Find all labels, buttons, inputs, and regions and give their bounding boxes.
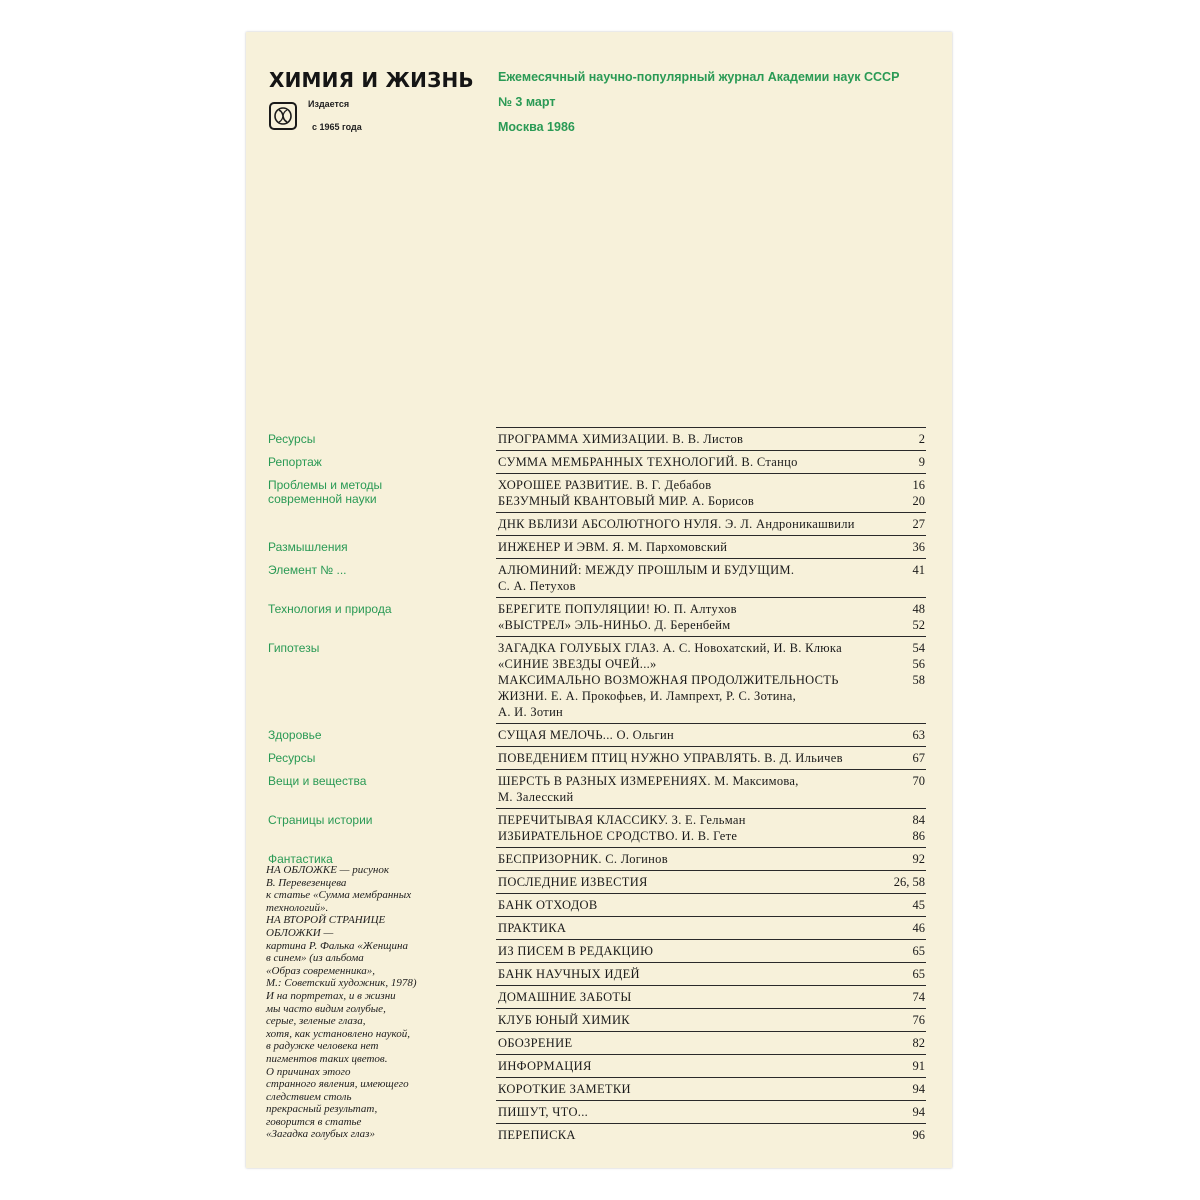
toc-entry [498,789,952,805]
toc-entry-title: ПРОГРАММА ХИМИЗАЦИИ. В. В. Листов [498,432,744,446]
issue-number: № 3 март [498,95,556,109]
toc-page-number: 86 [912,829,925,843]
toc-divider [496,1031,926,1032]
toc-entry [498,539,952,555]
toc-entry [498,812,952,828]
toc-entry-title: ОБОЗРЕНИЕ [498,1036,573,1050]
toc-section-text: Ресурсы [268,751,316,765]
toc-entry-title: ИНФОРМАЦИЯ [498,1059,592,1073]
toc-entry-title: ЖИЗНИ. Е. А. Прокофьев, И. Лампрехт, Р. С. Зотина, [498,689,797,703]
cover-note-line: «Образ современника», [266,964,375,977]
toc-row [246,450,952,473]
toc-entry [498,773,952,789]
toc-entry-title: МАКСИМАЛЬНО ВОЗМОЖНАЯ ПРОДОЛЖИТЕЛЬНОСТЬ [498,673,839,687]
toc-section-text: Проблемы и методы [268,478,383,492]
toc-page-number: 26, 58 [893,875,925,889]
toc-entry [498,688,952,704]
toc-page-number: 63 [912,728,925,742]
toc-divider [496,1123,926,1124]
toc-divider [496,535,926,536]
toc-section-text: Технология и природа [268,602,392,616]
toc-section-text: Элемент № ... [268,563,347,577]
toc-section-text: Фантастика [268,852,333,866]
toc-entry-title: ИЗБИРАТЕЛЬНОЕ СРОДСТВО. И. В. Гете [498,829,738,843]
cover-note-line: технологий». [266,901,329,914]
toc-section-label [268,602,392,616]
toc-divider [496,1008,926,1009]
cover-note-line: НА ВТОРОЙ СТРАНИЦЕ [266,914,386,927]
toc-page-number: 16 [912,478,925,492]
toc-page-number: 74 [912,990,925,1004]
toc-row [246,558,952,597]
toc-entry-title: «ВЫСТРЕЛ» ЭЛЬ-НИНЬО. Д. Беренбейм [498,618,731,632]
published-since-label: Издается [308,99,350,109]
toc-entry-title: ИЗ ПИСЕМ В РЕДАКЦИЮ [498,944,654,958]
toc-divider [496,636,926,637]
toc-entry-title: ДОМАШНИЕ ЗАБОТЫ [498,990,632,1004]
toc-entry-title: М. Залесский [498,790,574,804]
toc-page-number: 91 [912,1059,925,1073]
cover-note-line: В. Перевезенцева [266,876,347,889]
toc-entry [498,1081,952,1097]
toc-entry-title: БАНК ОТХОДОВ [498,898,598,912]
cover-note-line: ОБЛОЖКИ — [266,926,334,939]
toc-entry [498,656,952,672]
toc-entry [498,516,952,532]
cover-note [266,864,481,1141]
toc-entry [498,989,952,1005]
toc-divider [496,847,926,848]
toc-entry-title: БЕСПРИЗОРНИК. С. Логинов [498,852,668,866]
toc-entry-title: ПОВЕДЕНИЕМ ПТИЦ НУЖНО УПРАВЛЯТЬ. В. Д. Ильичев [498,751,843,765]
toc-divider [496,512,926,513]
toc-entry [498,897,952,913]
toc-entry-title: БЕРЕГИТЕ ПОПУЛЯЦИИ! Ю. П. Алтухов [498,602,737,616]
cover-note-line: «Загадка голубых глаз» [266,1128,375,1141]
toc-page-number: 54 [912,641,925,655]
toc-page-number: 56 [912,657,925,671]
cover-note-line: пигментов таких цветов. [266,1052,388,1065]
toc-entry [498,431,952,447]
toc-row [246,535,952,558]
toc-section-label [268,774,366,788]
toc-section-text: Страницы истории [268,813,373,827]
toc-entry-title: С. А. Петухов [498,579,576,593]
toc-entry-title: ШЕРСТЬ В РАЗНЫХ ИЗМЕРЕНИЯХ. М. Максимова, [498,774,799,788]
toc-page-number: 36 [912,540,925,554]
toc-section-label [268,432,315,446]
toc-entry [498,920,952,936]
toc-section-text: Здоровье [268,728,322,742]
toc-entry [498,672,952,688]
toc-section-text: современной науки [268,492,377,506]
cover-note-line: хотя, как установлено наукой, [266,1027,410,1040]
toc-page-number: 82 [912,1036,925,1050]
toc-entry [498,727,952,743]
toc-row [246,597,952,636]
toc-row [246,808,952,847]
magazine-logo-icon [269,102,297,130]
toc-page-number: 46 [912,921,925,935]
cover-note-line: странного явления, имеющего [266,1078,409,1091]
toc-entry-title: ПОСЛЕДНИЕ ИЗВЕСТИЯ [498,875,648,889]
toc-section-label [268,563,347,577]
toc-page-number: 65 [912,944,925,958]
toc-page-number: 94 [912,1105,925,1119]
toc-page-number: 76 [912,1013,925,1027]
magazine-title: ХИМИЯ И ЖИЗНЬ [269,68,474,92]
toc-divider [496,473,926,474]
toc-row [246,746,952,769]
toc-section-label [268,813,373,827]
toc-divider [496,558,926,559]
toc-entry [498,1035,952,1051]
toc-entry [498,601,952,617]
cover-note-line: О причинах этого [266,1065,351,1078]
toc-divider [496,746,926,747]
toc-page-number: 58 [912,673,925,687]
cover-note-line: к статье «Сумма мембранных [266,889,412,902]
toc-page-number: 2 [918,432,925,446]
cover-note-line: И на портретах, и в жизни [266,989,396,1002]
toc-entry [498,966,952,982]
toc-entry [498,851,952,867]
toc-section-label [268,751,315,765]
toc-page-number: 67 [912,751,925,765]
toc-entry [498,640,952,656]
toc-entry-title: А. И. Зотин [498,705,564,719]
toc-entry [498,562,952,578]
toc-page-number: 27 [912,517,925,531]
toc-divider [496,450,926,451]
toc-entry-title: АЛЮМИНИЙ: МЕЖДУ ПРОШЛЫМ И БУДУЩИМ. [498,563,795,577]
toc-section-text: Размышления [268,540,348,554]
cover-note-line: картина Р. Фалька «Женщина [266,939,408,952]
toc-section-label [268,641,319,655]
cover-note-line: мы часто видим голубые, [266,1002,386,1015]
toc-divider [496,916,926,917]
toc-page-number: 65 [912,967,925,981]
toc-page-number: 45 [912,898,925,912]
toc-entry [498,1104,952,1120]
toc-section-label [268,478,382,506]
toc-section-label [268,455,322,469]
toc-entry-title: БАНК НАУЧНЫХ ИДЕЙ [498,967,640,981]
toc-row [246,769,952,808]
cover-note-line: следствием столь [266,1090,352,1103]
issue-place-year: Москва 1986 [498,120,575,134]
toc-section-text: Репортаж [268,455,322,469]
toc-section-text: Вещи и вещества [268,774,367,788]
published-since-year: с 1965 года [312,122,362,132]
cover-note-line: прекрасный результат, [266,1103,378,1116]
cover-note-line: в синем» (из альбома [266,952,364,965]
toc-entry [498,454,952,470]
toc-page-number: 9 [918,455,925,469]
toc-divider [496,769,926,770]
toc-entry-title: КОРОТКИЕ ЗАМЕТКИ [498,1082,631,1096]
toc-divider [496,1077,926,1078]
cover-note-line: серые, зеленые глаза, [266,1015,366,1028]
toc-entry-title: ПРАКТИКА [498,921,567,935]
toc-row [246,723,952,746]
toc-entry [498,477,952,493]
toc-row [246,427,952,450]
toc-row [246,636,952,723]
toc-entry-title: СУММА МЕМБРАННЫХ ТЕХНОЛОГИЙ. В. Станцо [498,455,798,469]
toc-page-number: 48 [912,602,925,616]
toc-entry [498,493,952,509]
toc-row [246,512,952,535]
toc-entry-title: ПЕРЕЧИТЫВАЯ КЛАССИКУ. З. Е. Гельман [498,813,746,827]
toc-entry [498,617,952,633]
toc-page-number: 92 [912,852,925,866]
toc-divider [496,985,926,986]
toc-entry-title: ИНЖЕНЕР И ЭВМ. Я. М. Пархомовский [498,540,728,554]
toc-entry-title: БЕЗУМНЫЙ КВАНТОВЫЙ МИР. А. Борисов [498,494,755,508]
toc-entry [498,874,952,890]
cover-note-line: НА ОБЛОЖКЕ — рисунок [266,864,389,876]
toc-entry [498,943,952,959]
toc-entry-title: ДНК ВБЛИЗИ АБСОЛЮТНОГО НУЛЯ. Э. Л. Андроникашвили [498,517,855,531]
toc-entry [498,1012,952,1028]
toc-page-number: 52 [912,618,925,632]
toc-entry [498,828,952,844]
toc-entry [498,1058,952,1074]
toc-divider [496,939,926,940]
toc-divider [496,1054,926,1055]
toc-entry-title: ПЕРЕПИСКА [498,1128,576,1142]
toc-entry-title: ЗАГАДКА ГОЛУБЫХ ГЛАЗ. А. С. Новохатский, И. В. Клюка [498,641,842,655]
toc-entry [498,750,952,766]
cover-note-line: в радужке человека нет [266,1040,379,1053]
toc-entry-title: КЛУБ ЮНЫЙ ХИМИК [498,1013,630,1027]
toc-divider [496,893,926,894]
toc-page-number: 96 [912,1128,925,1142]
toc-entry-title: ХОРОШЕЕ РАЗВИТИЕ. В. Г. Дебабов [498,478,712,492]
toc-page-number: 41 [912,563,925,577]
toc-divider [496,870,926,871]
toc-page-number: 94 [912,1082,925,1096]
toc-entry [498,704,952,720]
toc-section-text: Гипотезы [268,641,320,655]
toc-page-number: 20 [912,494,925,508]
toc-divider [496,597,926,598]
toc-divider [496,1100,926,1101]
cover-note-line: М.: Советский художник, 1978) [266,977,417,990]
toc-page-number: 84 [912,813,925,827]
toc-divider [496,808,926,809]
magazine-page [246,32,952,1168]
toc-entry [498,578,952,594]
toc-section-label [268,728,322,742]
toc-row [246,473,952,512]
cover-note-line: говорится в статье [266,1115,362,1128]
toc-section-label [268,540,348,554]
toc-entry-title: СУЩАЯ МЕЛОЧЬ... О. Ольгин [498,728,674,742]
toc-divider [496,723,926,724]
toc-divider [496,427,926,428]
toc-divider [496,962,926,963]
toc-section-text: Ресурсы [268,432,316,446]
toc-entry-title: «СИНИЕ ЗВЕЗДЫ ОЧЕЙ...» [498,657,657,671]
toc-page-number: 70 [912,774,925,788]
toc-entry-title: ПИШУТ, ЧТО... [498,1105,589,1119]
toc-entry [498,1127,952,1143]
magazine-subtitle: Ежемесячный научно-популярный журнал Академии наук СССР [498,70,900,84]
